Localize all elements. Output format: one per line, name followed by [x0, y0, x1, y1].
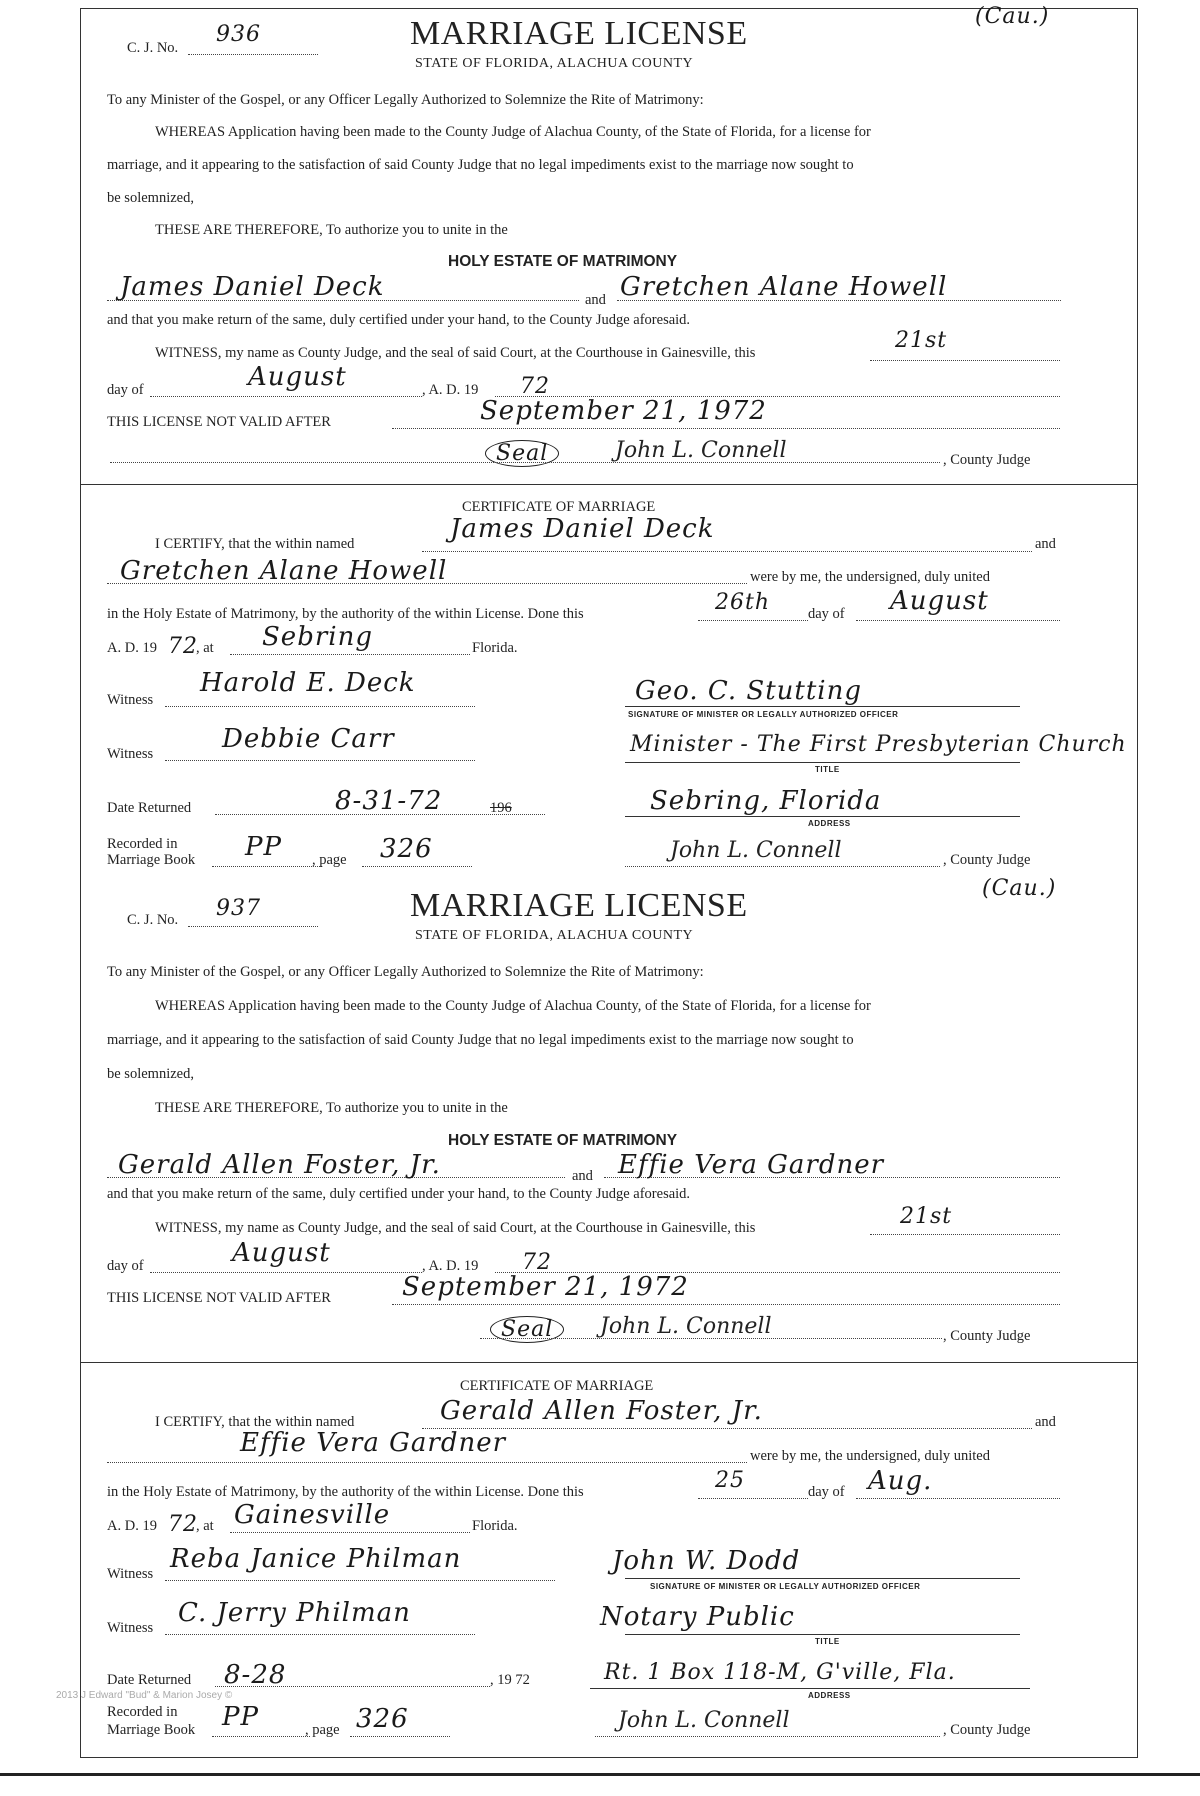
marriage-license-936 [0, 0, 1200, 875]
month-line [150, 396, 422, 397]
page-value: 326 [380, 834, 433, 864]
witness-day: 21st [895, 328, 948, 353]
ad2-year: 72 [168, 634, 198, 659]
witness2-signature: C. Jerry Philman [178, 1598, 411, 1628]
month-value: August [232, 1238, 331, 1268]
witness-line: WITNESS, my name as County Judge, and the seal of said Court, at the Courthouse in Gainesville, this [155, 1220, 756, 1236]
recorded-label-2: Marriage Book [107, 852, 196, 868]
date-returned: 8-31-72 [335, 786, 443, 816]
ad2-year: 72 [168, 1512, 198, 1537]
witness2-label: Witness [107, 1620, 154, 1636]
place: Sebring [262, 622, 373, 652]
cert-groom-line [422, 551, 1032, 552]
at-label: , at [196, 640, 214, 656]
witness2-line [165, 1634, 475, 1635]
witness1-signature: Reba Janice Philman [170, 1544, 462, 1574]
recorded-label-2: Marriage Book [107, 1722, 196, 1738]
united-label: were by me, the undersigned, duly united [750, 569, 990, 585]
page-line [362, 866, 472, 867]
and-label: and [572, 1168, 593, 1184]
holy-estate-heading: HOLY ESTATE OF MATRIMONY [448, 253, 678, 270]
address-line: To any Minister of the Gospel, or any Officer Legally Authorized to Solemnize the Rite of Matrimony: [107, 92, 704, 108]
not-valid-date: September 21, 1972 [480, 396, 767, 426]
county-judge-label-2: , County Judge [943, 1722, 1031, 1738]
witness2-signature: Debbie Carr [222, 724, 395, 754]
whereas-line-1: WHEREAS Application having been made to the County Judge of Alachua County, of the State of Florida, for a license for [155, 998, 871, 1014]
month-value: August [248, 362, 347, 392]
section-rule [80, 1362, 1138, 1363]
day-of-label: day of [107, 382, 144, 398]
day-of-label: day of [107, 1258, 144, 1274]
place-line [230, 654, 470, 655]
page-label: , page [305, 1722, 340, 1738]
officer-caption: SIGNATURE OF MINISTER OR LEGALLY AUTHORIZED OFFICER [650, 1582, 921, 1591]
officer-caption: SIGNATURE OF MINISTER OR LEGALLY AUTHORIZED OFFICER [628, 710, 899, 719]
book-line [212, 1736, 310, 1737]
ad-label: , A. D. 19 [422, 1258, 479, 1274]
return-line: and that you make return of the same, duly certified under your hand, to the County Judge aforesaid. [107, 1186, 691, 1202]
done-day-line [698, 620, 808, 621]
cj-number: 936 [216, 22, 261, 47]
whereas-line-1: WHEREAS Application having been made to the County Judge of Alachua County, of the State of Florida, for a license for [155, 124, 871, 140]
cj-number: 937 [216, 896, 261, 921]
judge-signature: John L. Connell [615, 438, 787, 463]
month-line [150, 1272, 422, 1273]
witness1-line [165, 706, 475, 707]
judge-line [480, 1338, 942, 1339]
witness2-line [165, 760, 475, 761]
copyright-watermark: 2013 J Edward "Bud" & Marion Josey © [56, 1690, 233, 1701]
not-valid-date: September 21, 1972 [402, 1272, 689, 1302]
date-returned-label: Date Returned [107, 1672, 192, 1688]
seal-text: Seal [490, 1316, 564, 1343]
recorded-label-1: Recorded in [107, 836, 178, 852]
judge-line-2 [595, 1736, 940, 1737]
united-label: were by me, the undersigned, duly united [750, 1448, 990, 1464]
not-valid-line [392, 1304, 1060, 1305]
not-valid-line [392, 428, 1060, 429]
groom-name: James Daniel Deck [120, 272, 385, 302]
year-value: 72 [522, 1250, 552, 1275]
cert-and: and [1035, 1414, 1056, 1430]
title-line [625, 1634, 1020, 1635]
book-value: PP [245, 832, 282, 862]
place-line [230, 1532, 470, 1533]
county-judge-label: , County Judge [943, 1328, 1031, 1344]
cert-bride: Effie Vera Gardner [240, 1428, 507, 1458]
cert-groom: James Daniel Deck [450, 514, 715, 544]
officer-line [625, 1578, 1020, 1579]
witness-line: WITNESS, my name as County Judge, and the seal of said Court, at the Courthouse in Gainesville, this [155, 345, 756, 361]
page-label: , page [312, 852, 347, 868]
therefore-line: THESE ARE THEREFORE, To authorize you to unite in the [155, 222, 508, 238]
done-day-line [698, 1498, 808, 1499]
judge-signature-2: John L. Connell [618, 1708, 790, 1733]
florida-label: Florida. [472, 1518, 518, 1534]
at-label: , at [196, 1518, 214, 1534]
title-line [625, 762, 1020, 763]
therefore-line: THESE ARE THEREFORE, To authorize you to unite in the [155, 1100, 508, 1116]
address-line-rule [625, 816, 1020, 817]
whereas-line-3: be solemnized, [107, 1066, 194, 1082]
officer-line [625, 706, 1020, 707]
title-caption: TITLE [815, 1637, 840, 1646]
license-title: MARRIAGE LICENSE [410, 15, 748, 52]
judge-signature: John L. Connell [600, 1314, 772, 1339]
certificate-heading: CERTIFICATE OF MARRIAGE [460, 1378, 654, 1394]
and-label: and [585, 292, 606, 308]
witness-day: 21st [900, 1204, 953, 1229]
done-month-line [856, 620, 1060, 621]
cert-bride: Gretchen Alane Howell [120, 556, 448, 586]
book-value: PP [222, 1702, 259, 1732]
cj-dotted-line [188, 54, 318, 55]
date-returned-label: Date Returned [107, 800, 192, 816]
seal-text: Seal [485, 440, 559, 467]
corner-note: (Cau.) [982, 876, 1057, 901]
county-judge-label-2: , County Judge [943, 852, 1031, 868]
section-rule [80, 484, 1138, 485]
recorded-label-1: Recorded in [107, 1704, 178, 1720]
address-line-rule [590, 1688, 1030, 1689]
done-month-line [856, 1498, 1060, 1499]
cert-groom: Gerald Allen Foster, Jr. [440, 1396, 763, 1426]
address-caption: ADDRESS [808, 1691, 851, 1700]
book-line [212, 866, 322, 867]
bottom-edge-rule [0, 1773, 1200, 1776]
date-suffix: , 19 72 [490, 1672, 530, 1688]
place: Gainesville [234, 1500, 391, 1530]
whereas-line-3: be solemnized, [107, 190, 194, 206]
officer-signature: John W. Dodd [612, 1546, 801, 1576]
done-day: 26th [715, 590, 771, 615]
officer-title: Notary Public [600, 1602, 795, 1632]
cj-label: C. J. No. [127, 912, 179, 928]
day-of2-label: day of [808, 606, 845, 622]
return-line: and that you make return of the same, duly certified under your hand, to the County Judge aforesaid. [107, 312, 691, 328]
bride-name: Gretchen Alane Howell [620, 272, 948, 302]
ad2-label: A. D. 19 [107, 1518, 157, 1534]
judge-line-2 [625, 866, 940, 867]
cert-groom-line [422, 1428, 1032, 1429]
address-value: Rt. 1 Box 118-M, G'ville, Fla. [604, 1660, 956, 1685]
certify-label: I CERTIFY, that the within named [155, 1414, 355, 1430]
state-county: STATE OF FLORIDA, ALACHUA COUNTY [415, 56, 694, 71]
officer-signature: Geo. C. Stutting [635, 676, 862, 706]
groom-name: Gerald Allen Foster, Jr. [118, 1150, 441, 1180]
whereas-line-2: marriage, and it appearing to the satisfaction of said County Judge that no legal impediments exist to the marriage now sought to [107, 157, 854, 173]
certify-label: I CERTIFY, that the within named [155, 536, 355, 552]
officer-title: Minister - The First Presbyterian Church [630, 732, 1127, 757]
address-caption: ADDRESS [808, 819, 851, 828]
cj-label: C. J. No. [127, 40, 179, 56]
cert-bride-line [107, 1462, 747, 1463]
year-value: 72 [520, 374, 550, 399]
address-line: To any Minister of the Gospel, or any Officer Legally Authorized to Solemnize the Rite of Matrimony: [107, 964, 704, 980]
address-value: Sebring, Florida [650, 786, 882, 816]
judge-signature-2: John L. Connell [670, 838, 842, 863]
bride-name: Effie Vera Gardner [618, 1150, 885, 1180]
holy-line: in the Holy Estate of Matrimony, by the authority of the within License. Done this [107, 1484, 584, 1500]
not-valid-label: THIS LICENSE NOT VALID AFTER [107, 414, 331, 430]
witness2-label: Witness [107, 746, 154, 762]
not-valid-label: THIS LICENSE NOT VALID AFTER [107, 1290, 331, 1306]
witness1-label: Witness [107, 1566, 154, 1582]
title-caption: TITLE [815, 765, 840, 774]
date-returned: 8-28 [224, 1660, 287, 1690]
florida-label: Florida. [472, 640, 518, 656]
holy-estate-heading: HOLY ESTATE OF MATRIMONY [448, 1132, 678, 1149]
witness-day-line [870, 1234, 1060, 1235]
state-county: STATE OF FLORIDA, ALACHUA COUNTY [415, 928, 694, 943]
page-line [350, 1736, 450, 1737]
page-value: 326 [356, 1704, 409, 1734]
witness1-signature: Harold E. Deck [200, 668, 416, 698]
marriage-license-937 [0, 872, 1200, 1747]
cert-and: and [1035, 536, 1056, 552]
date-suffix: 196 [490, 800, 512, 816]
done-month: Aug. [868, 1466, 933, 1496]
witness-day-line [870, 360, 1060, 361]
witness1-label: Witness [107, 692, 154, 708]
county-judge-label: , County Judge [943, 452, 1031, 468]
ad-label: , A. D. 19 [422, 382, 479, 398]
holy-line: in the Holy Estate of Matrimony, by the authority of the within License. Done this [107, 606, 584, 622]
corner-note: (Cau.) [975, 4, 1050, 29]
license-title: MARRIAGE LICENSE [410, 887, 748, 924]
done-day: 25 [715, 1468, 745, 1493]
done-month: August [890, 586, 989, 616]
day-of2-label: day of [808, 1484, 845, 1500]
cj-dotted-line [188, 926, 318, 927]
judge-line [110, 462, 940, 463]
ad2-label: A. D. 19 [107, 640, 157, 656]
witness1-line [165, 1580, 555, 1581]
whereas-line-2: marriage, and it appearing to the satisfaction of said County Judge that no legal impediments exist to the marriage now sought to [107, 1032, 854, 1048]
certificate-heading: CERTIFICATE OF MARRIAGE [462, 499, 656, 515]
